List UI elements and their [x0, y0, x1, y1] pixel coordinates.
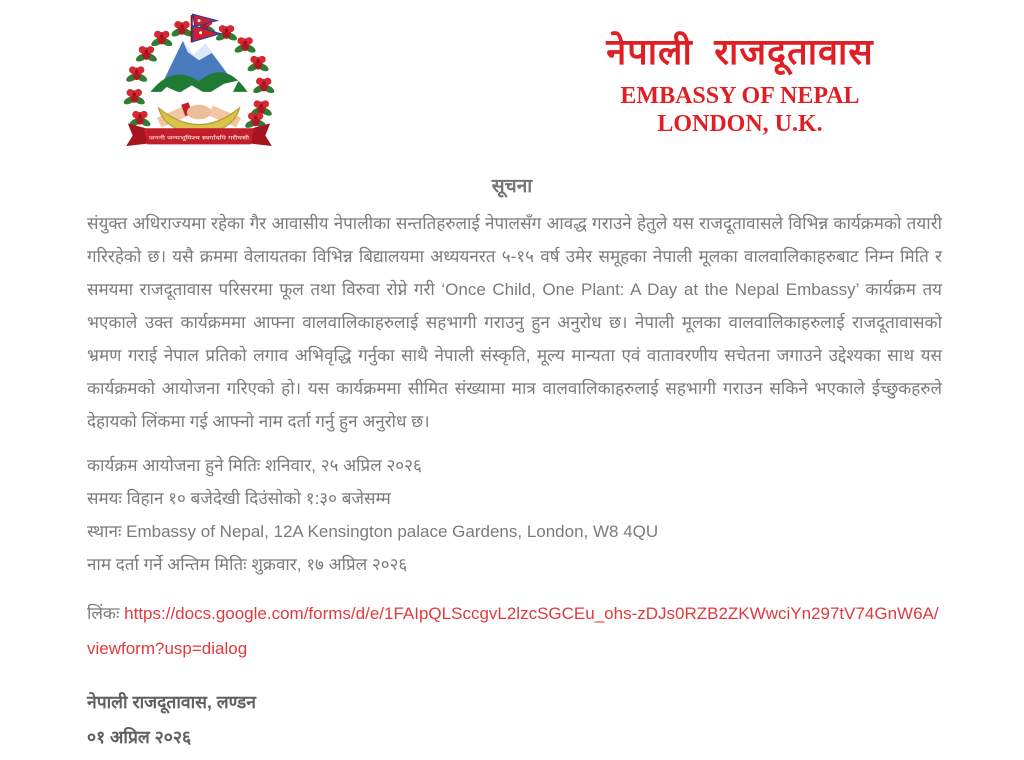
- embassy-title-english-line2: LONDON, U.K.: [657, 111, 823, 137]
- signature-date: ०१ अप्रिल २०२६: [87, 727, 192, 747]
- handshake-clasp: [187, 105, 211, 120]
- notice-content: [87, 207, 942, 755]
- link-label: लिंकः: [87, 604, 125, 623]
- detail-registration-deadline: नाम दर्ता गर्ने अन्तिम मितिः शुक्रवार, १७ अप्रिल २०२६: [87, 555, 408, 574]
- registration-form-link[interactable]: https://docs.google.com/forms/d/e/1FAIpQLSccgvL2lzcSGCEu_ohs-zDJs0RZB2ZKWwciYn297tV74GnW6A/viewform?usp=dialog: [87, 604, 939, 658]
- notice-body: संयुक्त अधिराज्यमा रहेका गैर आवासीय नेपालीका सन्ततिहरुलाई नेपालसँग आवद्ध गराउने हेतुले यस राजदूतावासले विभिन्न कार्यक्रमको तयारी गरिरहेको छ। यसै क्रममा वेलायतका विभिन्न बिद्यालयमा अध्ययनरत ५-१५ वर्ष उमेर समूहका नेपाली मूलका वालवालिकाहरुबाट निम्न मिति र समयमा राजदूतावास परिसरमा फूल तथा विरुवा रोप्ने गरी ‘Once Child, One Plant: A Day at the Nepal Embassy’ कार्यक्रम तय भएकाले उक्त कार्यक्रममा आफ्ना वालवालिकाहरुलाई सहभागी गराउनु हुन अनुरोध छ। नेपाली मूलका वालवालिकाहरुलाई राजदूतावासको भ्रमण गराई नेपाल प्रतिको लगाव अभिवृद्धि गर्नुका साथै नेपाली संस्कृति, मूल्य मान्यता एवं वातावरणीय सचेतना जगाउने उद्देश्यका साथ यस कार्यक्रमको आयोजना गरिएको हो। यस कार्यक्रममा सीमित संख्यामा मात्र वालवालिकाहरुलाई सहभागी गराउन सकिने भएकाले ईच्छुकहरुले देहायको लिंकमा गई आफ्नो नाम दर्ता गर्नु हुन अनुरोध छ।: [87, 214, 942, 431]
- detail-event-date: कार्यक्रम आयोजना हुने मितिः शनिवार, २५ अप्रिल २०२६: [87, 456, 422, 475]
- embassy-title-nepali: नेपाली राजदूतावास: [606, 32, 874, 73]
- signature-block: [87, 685, 942, 755]
- nepal-emblem-graphic: [110, 10, 288, 168]
- nepal-emblem: [110, 10, 288, 168]
- emblem-motto-text: जननी जन्मभूमिश्च स्वर्गादपि गरीयसी: [148, 135, 218, 142]
- registration-link-line: [87, 596, 942, 666]
- embassy-masthead: [520, 30, 960, 138]
- embassy-title-english: [520, 82, 960, 138]
- detail-venue: स्थानः Embassy of Nepal, 12A Kensington palace Gardens, London, W8 4QU: [87, 522, 659, 541]
- event-details: [87, 449, 942, 581]
- embassy-title-english-line1: EMBASSY OF NEPAL: [620, 83, 860, 109]
- notice-heading: सूचना: [491, 176, 533, 197]
- detail-event-time: समयः विहान १० बजेदेखी दिउंसोको १:३० बजेसम्म: [87, 489, 391, 508]
- signature-org: नेपाली राजदूतावास, लण्डन: [87, 692, 256, 712]
